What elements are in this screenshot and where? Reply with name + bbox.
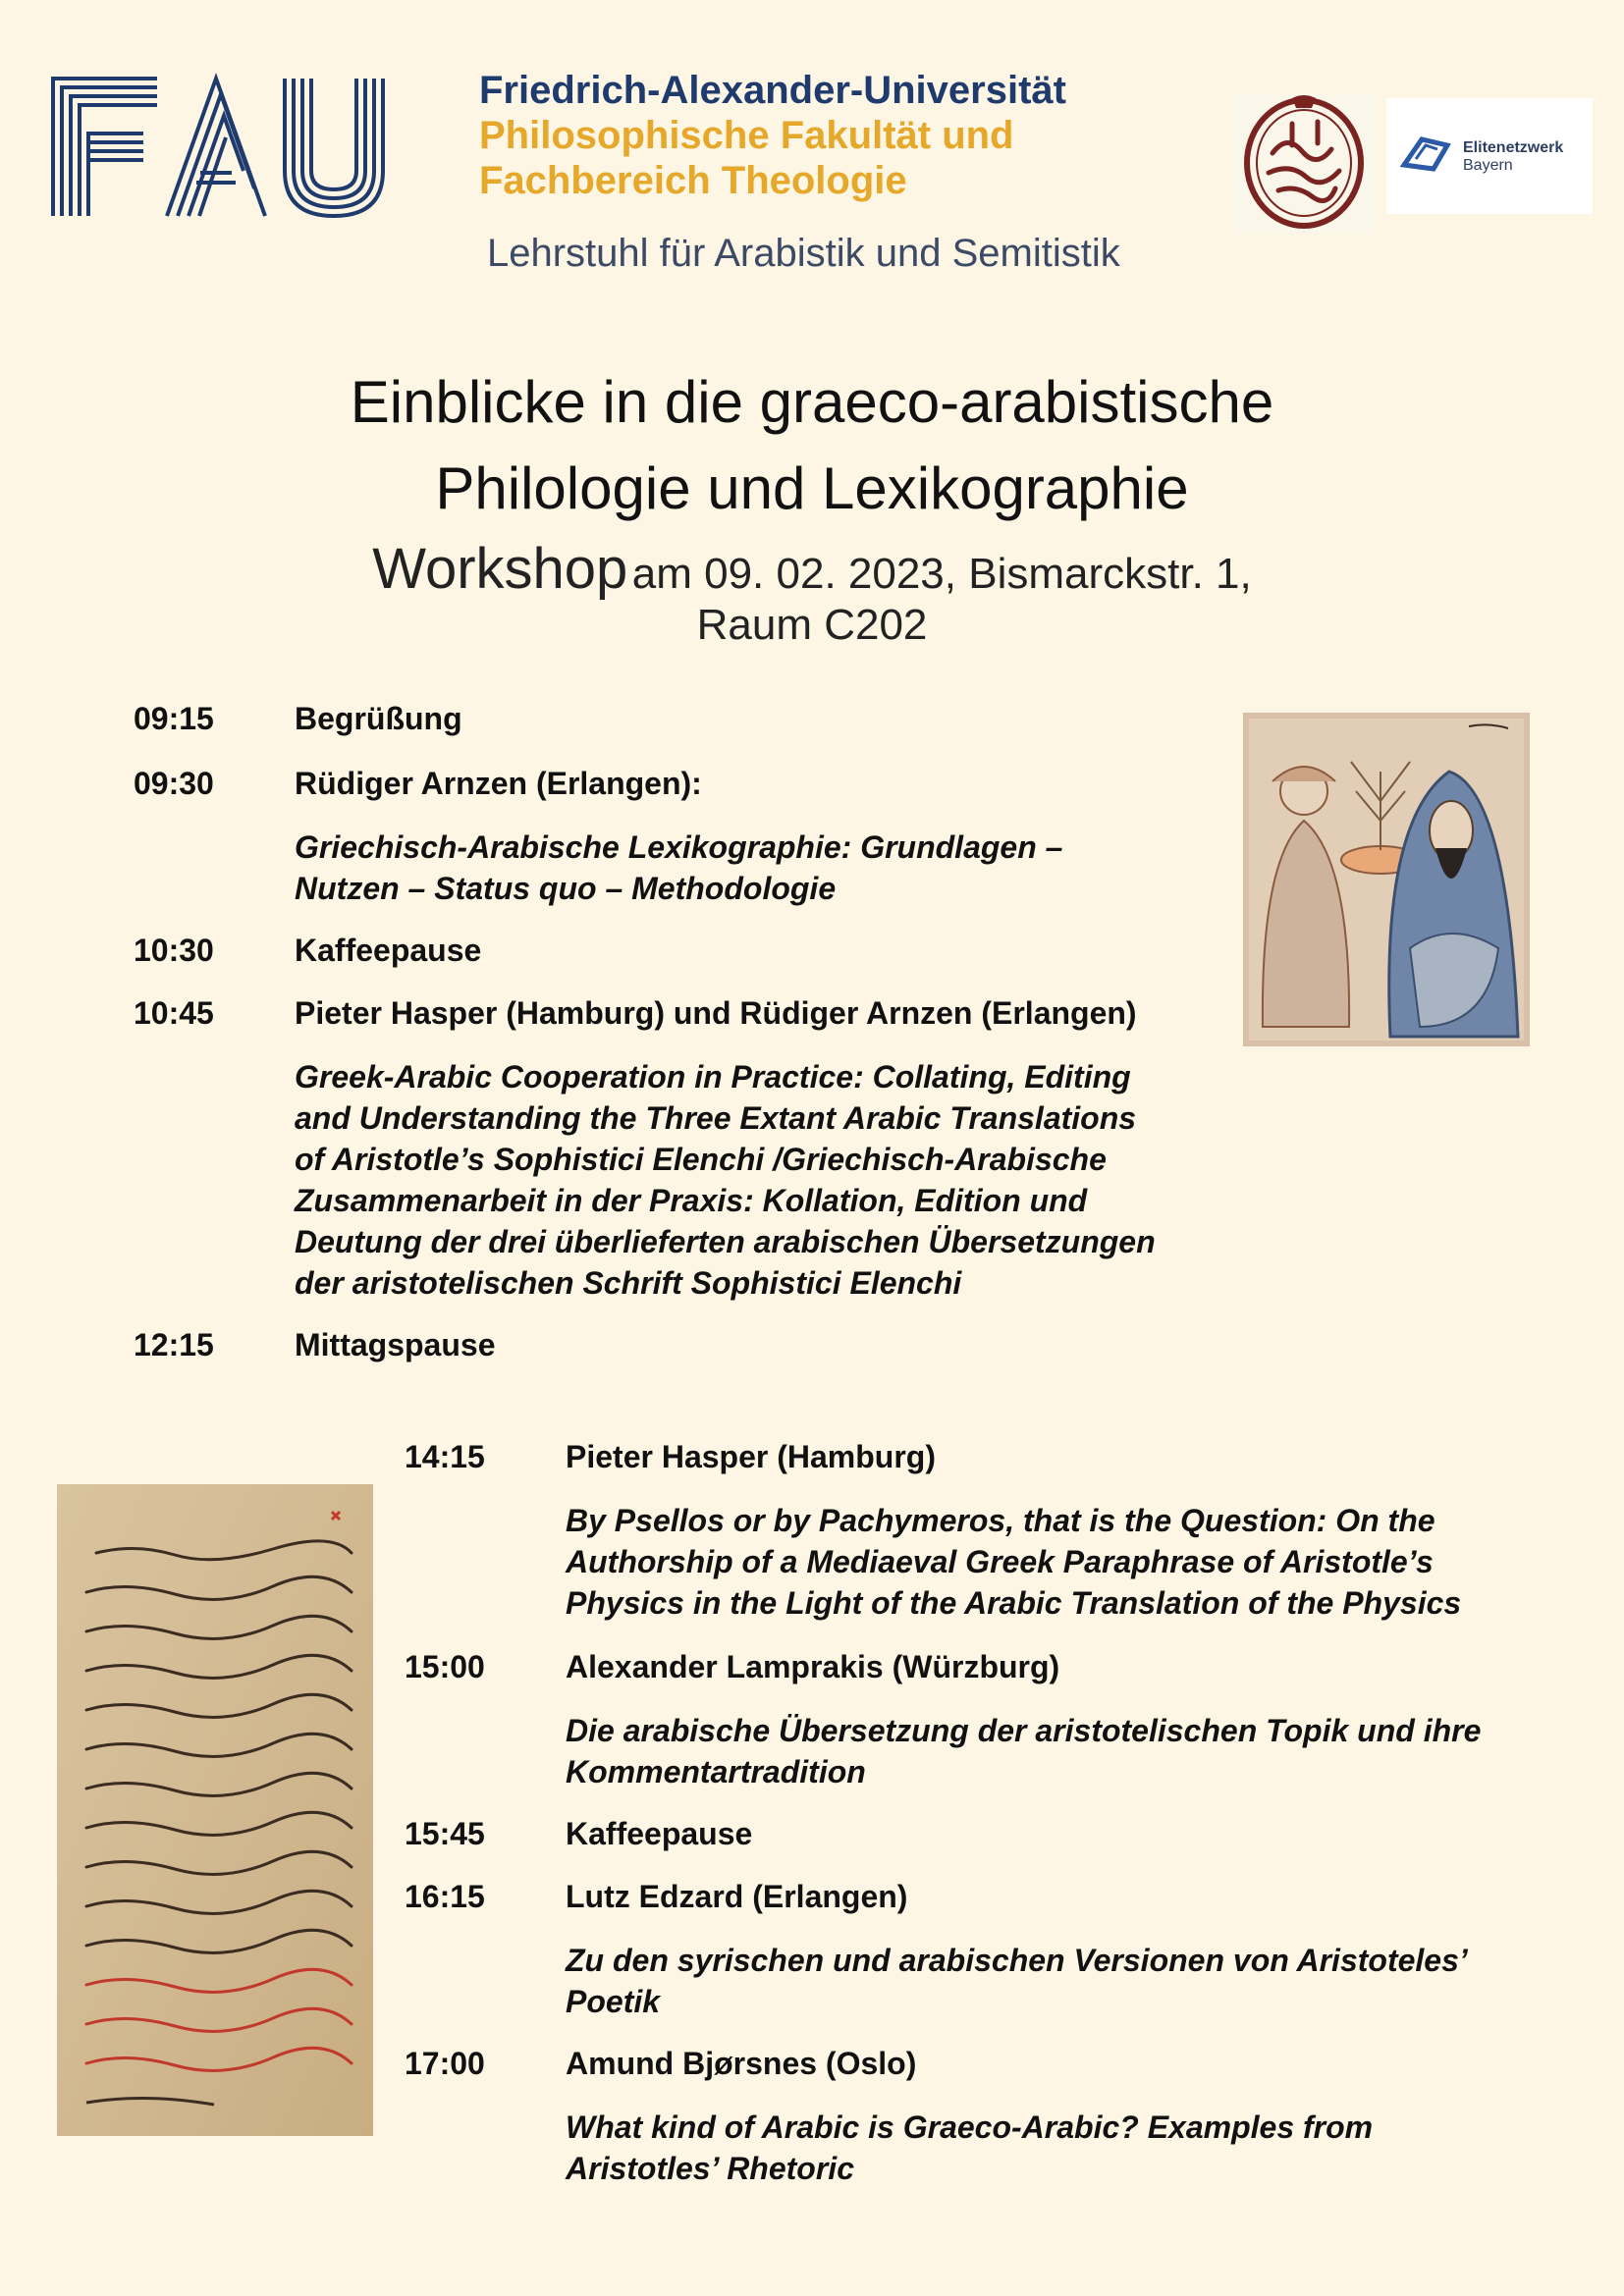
time-0930: 09:30	[134, 766, 214, 801]
time-1030: 10:30	[134, 933, 214, 968]
title-line-1: Einblicke in die graeco-arabistische	[350, 369, 1274, 435]
arabic-manuscript-image	[57, 1484, 373, 2136]
miniature-illustration	[1243, 713, 1530, 1046]
talk-line: Greek-Arabic Cooperation in Practice: Collating, Editing	[295, 1059, 1131, 1095]
speaker-hasper: Pieter Hasper (Hamburg)	[566, 1439, 936, 1474]
item-begruessung: Begrüßung	[295, 701, 462, 736]
faculty-line-2: Fachbereich Theologie	[479, 159, 907, 202]
fau-logo-text: FAU	[49, 73, 51, 74]
talk-line: of Aristotle’s Sophistici Elenchi /Griechisch-Arabische	[295, 1142, 1107, 1177]
talk-title-hasper	[566, 1500, 1461, 1624]
talk-line: Poetik	[566, 1984, 661, 2019]
speaker-arnzen: Rüdiger Arnzen (Erlangen):	[295, 766, 702, 801]
workshop-word: Workshop	[372, 537, 628, 601]
fau-logo	[49, 73, 432, 220]
chair-name: Lehrstuhl für Arabistik und Semitistik	[487, 232, 1120, 275]
time-1545: 15:45	[405, 1816, 485, 1851]
workshop-room: Raum C202	[696, 601, 928, 649]
item-mittagspause: Mittagspause	[295, 1327, 496, 1362]
speaker-hasper-arnzen: Pieter Hasper (Hamburg) und Rüdiger Arnzen (Erlangen)	[295, 995, 1137, 1031]
university-name: Friedrich-Alexander-Universität	[479, 69, 1066, 112]
talk-line: Aristotles’ Rhetoric	[566, 2151, 854, 2186]
talk-line: Deutung der drei überlieferten arabischen Übersetzungen	[295, 1224, 1156, 1259]
talk-line: Physics in the Light of the Arabic Translation of the Physics	[566, 1585, 1462, 1621]
talk-line: Nutzen – Status quo – Methodologie	[295, 871, 837, 906]
time-0915: 09:15	[134, 701, 214, 736]
item-kaffeepause-1: Kaffeepause	[295, 933, 482, 968]
talk-line: Authorship of a Mediaeval Greek Paraphrase of Aristotle’s	[566, 1544, 1434, 1579]
speaker-edzard: Lutz Edzard (Erlangen)	[566, 1879, 908, 1914]
talk-line: der aristotelischen Schrift Sophistici Elenchi	[295, 1265, 962, 1301]
talk-line: and Understanding the Three Extant Arabic Translations	[295, 1100, 1137, 1136]
workshop-line	[0, 536, 1624, 602]
talk-title-lamprakis	[566, 1710, 1481, 1792]
talk-line: Zu den syrischen und arabischen Versionen von Aristoteles’	[566, 1943, 1468, 1978]
time-1045: 10:45	[134, 995, 214, 1031]
elitenetzwerk-label	[1463, 139, 1563, 175]
item-kaffeepause-2: Kaffeepause	[566, 1816, 753, 1851]
talk-title-edzard	[566, 1940, 1468, 2022]
talk-line: By Psellos or by Pachymeros, that is the Question: On the	[566, 1503, 1435, 1538]
talk-line: Zusammenarbeit in der Praxis: Kollation, Edition und	[295, 1183, 1088, 1218]
talk-title-arnzen	[295, 827, 1062, 909]
faculty-line-1: Philosophische Fakultät und	[479, 114, 1014, 157]
institute-seal-logo	[1233, 94, 1375, 234]
workshop-details: am 09. 02. 2023, Bismarckstr. 1,	[631, 550, 1252, 598]
talk-line: What kind of Arabic is Graeco-Arabic? Examples from	[566, 2109, 1374, 2145]
time-1615: 16:15	[405, 1879, 485, 1914]
talk-title-bjoersnes	[566, 2107, 1373, 2189]
time-1215: 12:15	[134, 1327, 214, 1362]
title-line-2: Philologie und Lexikographie	[435, 455, 1189, 521]
speaker-lamprakis: Alexander Lamprakis (Würzburg)	[566, 1649, 1060, 1684]
speaker-bjoersnes: Amund Bjørsnes (Oslo)	[566, 2046, 917, 2081]
time-1700: 17:00	[405, 2046, 485, 2081]
time-1415: 14:15	[405, 1439, 485, 1474]
partner-line-2: Bayern	[1463, 157, 1513, 174]
talk-line: Kommentartradition	[566, 1754, 866, 1789]
partner-line-1: Elitenetzwerk	[1463, 139, 1564, 156]
time-1500: 15:00	[405, 1649, 485, 1684]
talk-title-hasper-arnzen	[295, 1056, 1156, 1304]
talk-line: Die arabische Übersetzung der aristotelischen Topik und ihre	[566, 1713, 1482, 1748]
talk-line: Griechisch-Arabische Lexikographie: Grundlagen –	[295, 829, 1063, 865]
